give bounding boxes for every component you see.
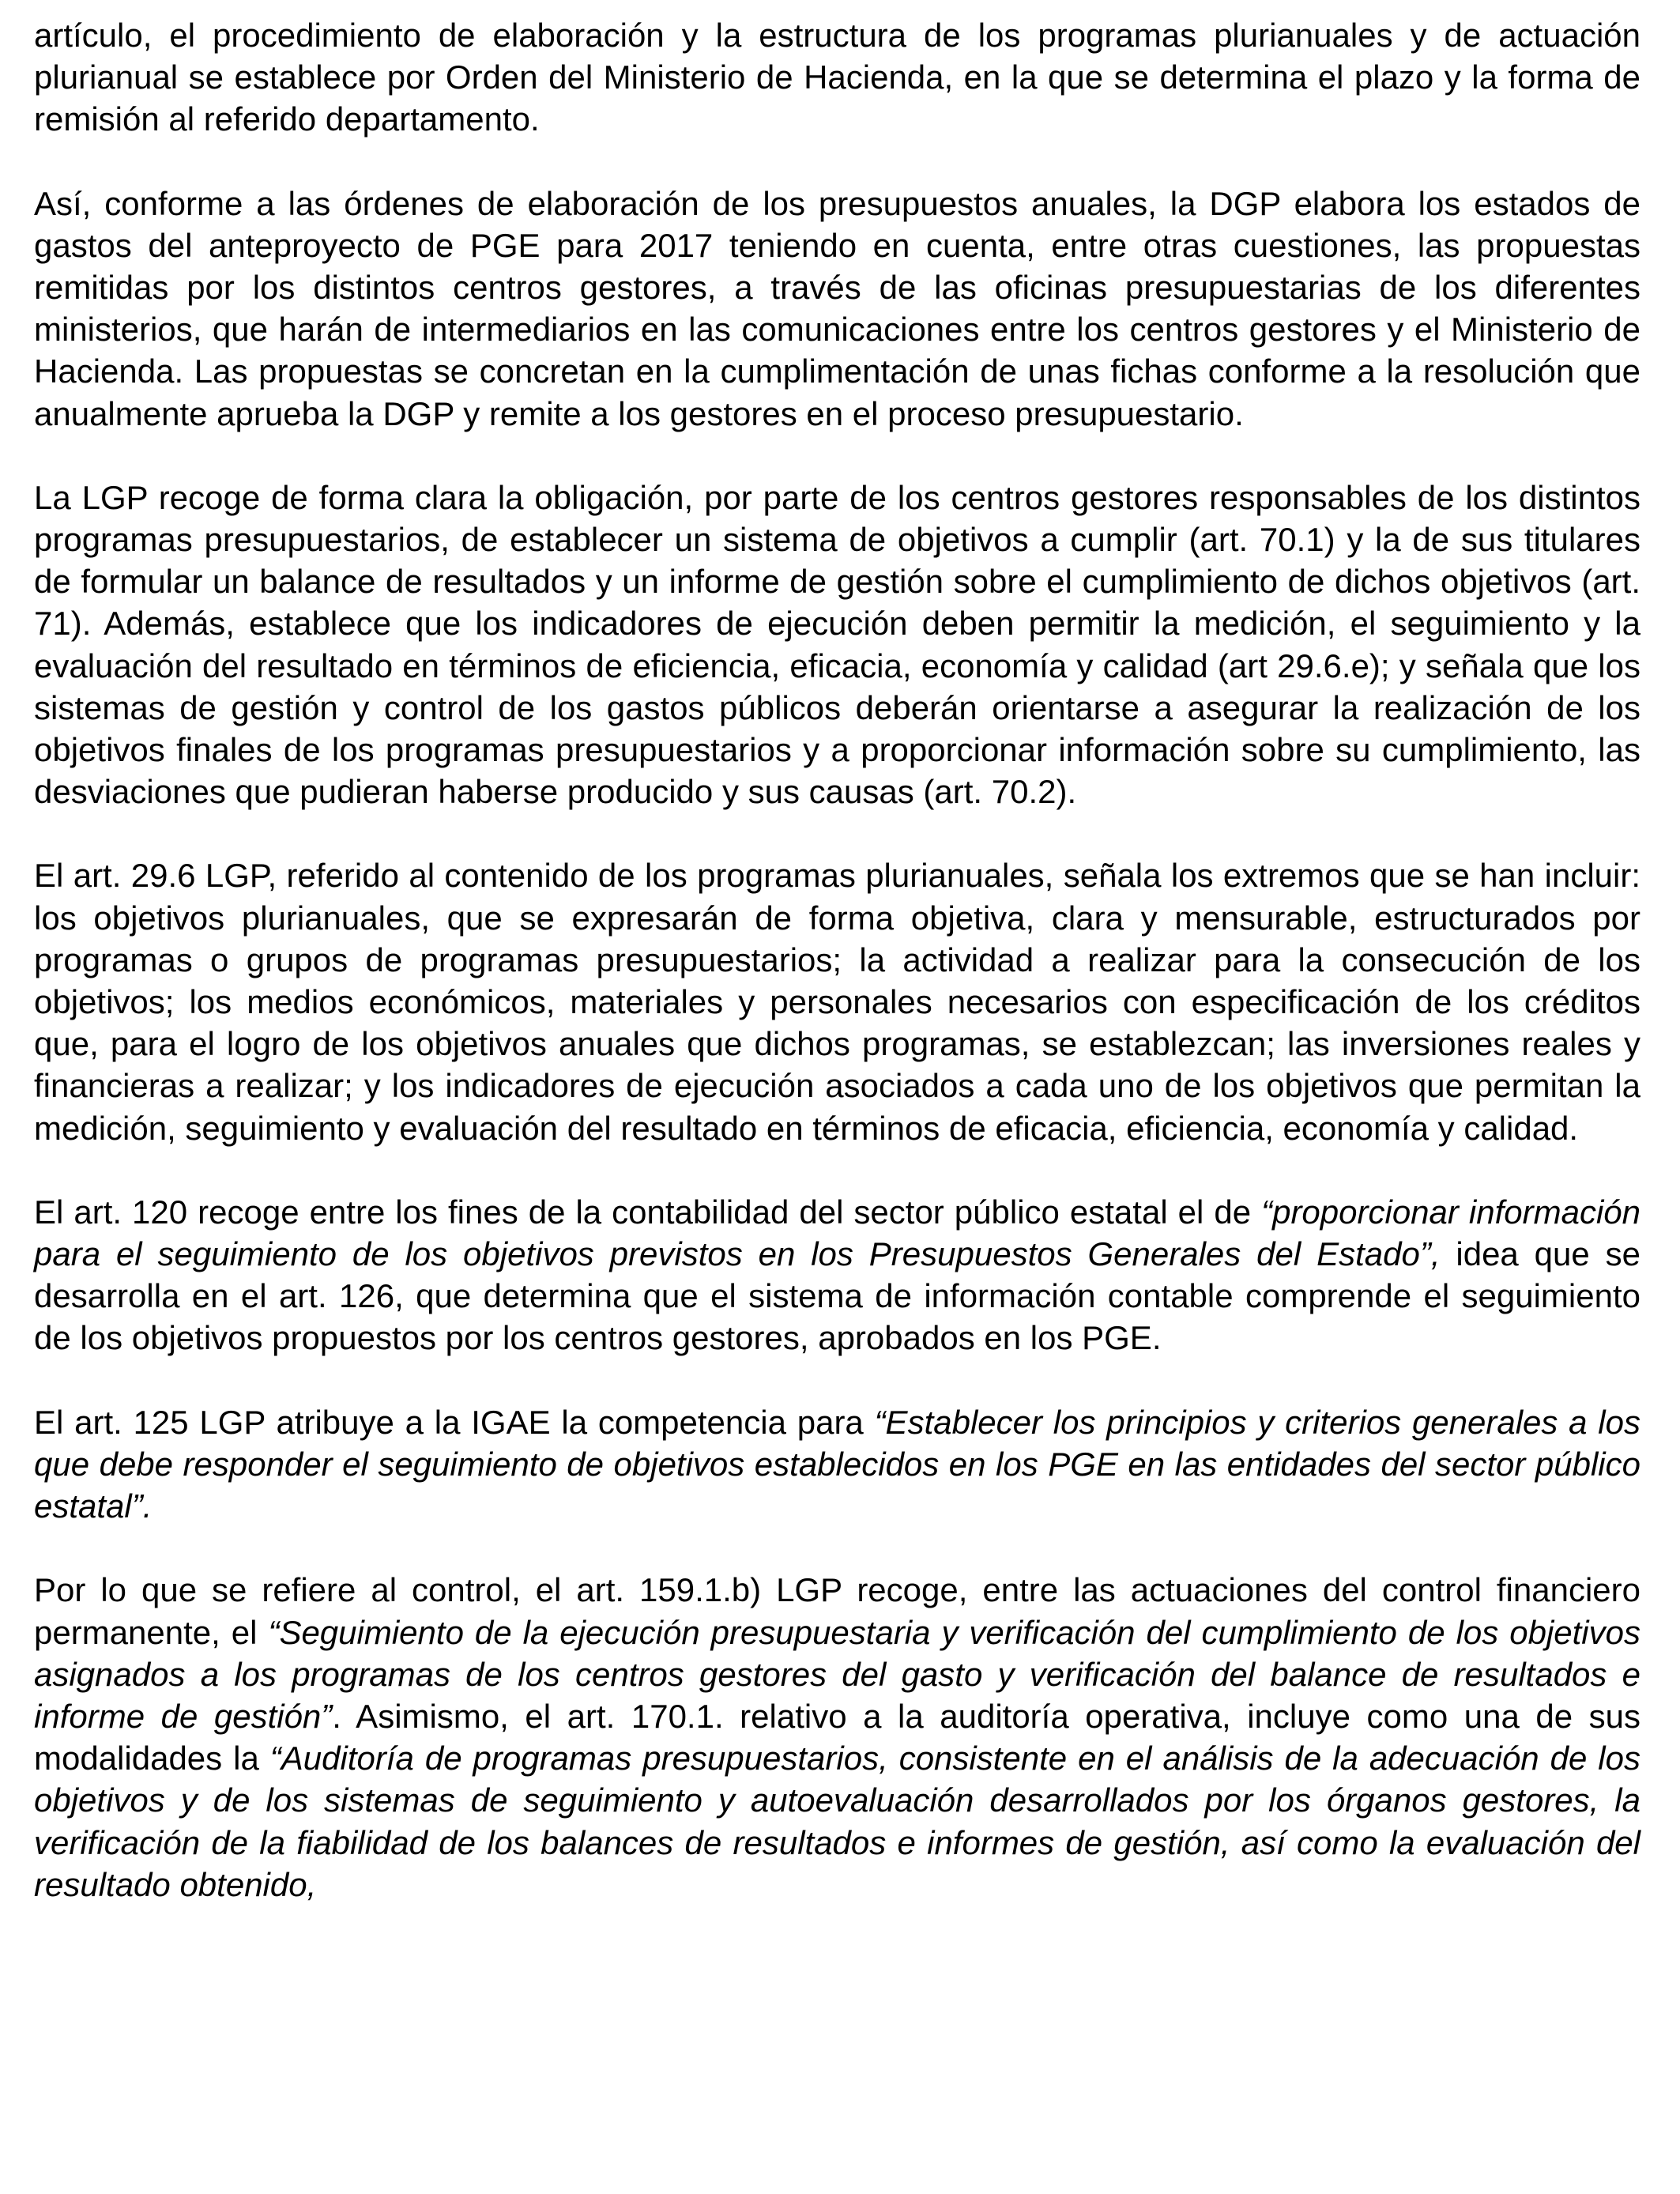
paragraph-text: idea que se desarrolla en el art. 126, que determina que el sistema de información contable comprende el seguimiento de los objetivos propuestos por los centros gestores, aprobados en los PGE. <box>34 1235 1640 1357</box>
paragraph-text: El art. 125 LGP atribuye a la IGAE la competencia para <box>34 1403 875 1441</box>
document-page <box>34 14 1640 1906</box>
quoted-text: “Auditoría de programas presupuestarios, consistente en el análisis de la adecuación de los objetivos y de los sistemas de seguimiento y autoevaluación desarrollados por los órganos gestores, la verificación de la fiabilidad de los balances de resultados e informes de gestión, así como la evaluación del resultado obtenido, <box>34 1740 1640 1903</box>
paragraph-text: artículo, el procedimiento de elaboración y la estructura de los programas plurianuales y de actuación plurianual se establece por Orden del Ministerio de Hacienda, en la que se determina el plazo y la forma de remisión al referido departamento. <box>34 17 1640 138</box>
paragraph-2 <box>34 183 1640 435</box>
paragraph-7 <box>34 1569 1640 1906</box>
paragraph-text: La LGP recoge de forma clara la obligación, por parte de los centros gestores responsables de los distintos programas presupuestarios, de establecer un sistema de objetivos a cumplir (art. 70.1) y la de sus titulares de formular un balance de resultados y un informe de gestión sobre el cumplimiento de dichos objetivos (art. 71). Además, establece que los indicadores de ejecución deben permitir la medición, el seguimiento y la evaluación del resultado en términos de eficiencia, eficacia, economía y calidad (art 29.6.e); y señala que los sistemas de gestión y control de los gastos públicos deberán orientarse a asegurar la realización de los objetivos finales de los programas presupuestarios y a proporcionar información sobre su cumplimiento, las desviaciones que pudieran haberse producido y sus causas (art. 70.2). <box>34 478 1640 811</box>
paragraph-text: El art. 120 recoge entre los fines de la contabilidad del sector público estatal el de <box>34 1193 1262 1231</box>
paragraph-6 <box>34 1401 1640 1528</box>
paragraph-text: Por lo que se refiere al control, el art. 159.1.b) LGP recoge, entre las actuaciones del control financiero permanente, el <box>34 1571 1640 1651</box>
paragraph-text: Así, conforme a las órdenes de elaboración de los presupuestos anuales, la DGP elabora los estados de gastos del anteproyecto de PGE para 2017 teniendo en cuenta, entre otras cuestiones, las propuestas remitidas por los distintos centros gestores, a través de las oficinas presupuestarias de los diferentes ministerios, que harán de intermediarios en las comunicaciones entre los centros gestores y el Ministerio de Hacienda. Las propuestas se concretan en la cumplimentación de unas fichas conforme a la resolución que anualmente aprueba la DGP y remite a los gestores en el proceso presupuestario. <box>34 184 1640 432</box>
quoted-text: “Seguimiento de la ejecución presupuestaria y verificación del cumplimiento de los objetivos asignados a los programas de los centros gestores del gasto y verificación del balance de resultados e informe de gestión” <box>34 1613 1640 1735</box>
paragraph-1 <box>34 14 1640 141</box>
paragraph-4 <box>34 854 1640 1148</box>
paragraph-text: . Asimismo, el art. 170.1. relativo a la auditoría operativa, incluye como una de sus modalidades la <box>34 1697 1640 1777</box>
quoted-text: “proporcionar información para el seguimiento de los objetivos previstos en los Presupuestos Generales del Estado”, <box>34 1193 1640 1273</box>
paragraph-3 <box>34 477 1640 813</box>
paragraph-5 <box>34 1191 1640 1359</box>
paragraph-text: El art. 29.6 LGP, referido al contenido de los programas plurianuales, señala los extremos que se han incluir: los objetivos plurianuales, que se expresarán de forma objetiva, clara y mensurable, estructurados por programas o grupos de programas presupuestarios; la actividad a realizar para la consecución de los objetivos; los medios económicos, materiales y personales necesarios con especificación de los créditos que, para el logro de los objetivos anuales que dichos programas, se establezcan; las inversiones reales y financieras a realizar; y los indicadores de ejecución asociados a cada uno de los objetivos que permitan la medición, seguimiento y evaluación del resultado en términos de eficacia, eficiencia, economía y calidad. <box>34 857 1640 1147</box>
quoted-text: “Establecer los principios y criterios generales a los que debe responder el seguimiento de objetivos establecidos en los PGE en las entidades del sector público estatal”. <box>34 1403 1640 1525</box>
